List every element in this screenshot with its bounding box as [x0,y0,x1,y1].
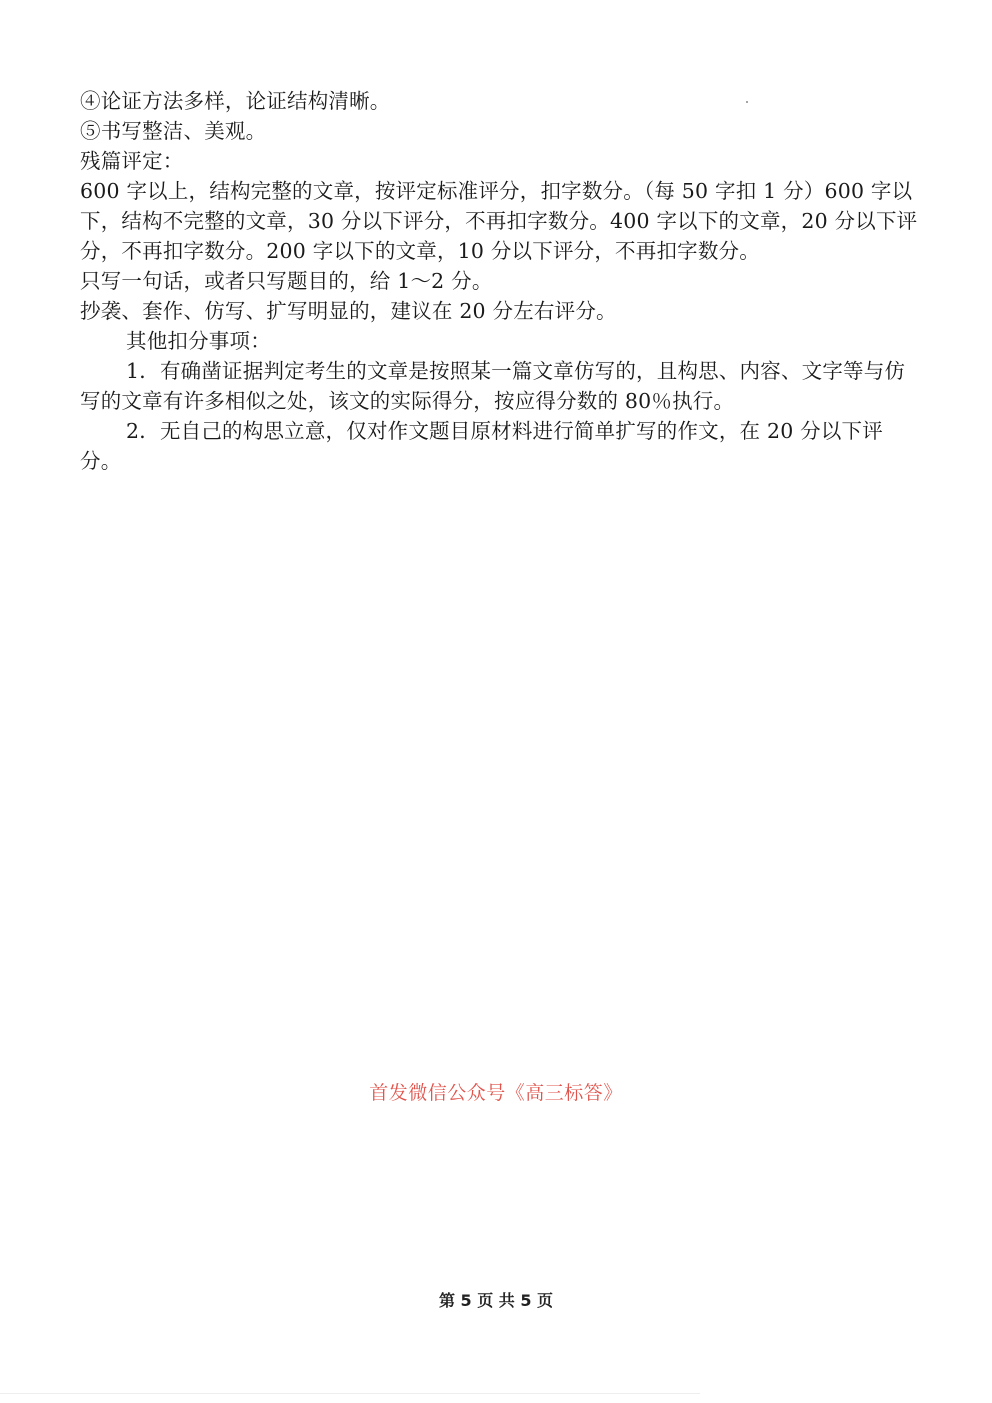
page-number: 第 5 页 共 5 页 [438,1291,554,1310]
deduction-item-2: 2．无自己的构思立意，仅对作文题目原材料进行简单扩写的作文，在 20 分以下评分。 [80,419,883,473]
plagiarism-rule: 抄袭、套作、仿写、扩写明显的，建议在 20 分左右评分。 [80,299,617,323]
criterion-5: ⑤书写整洁、美观。 [80,119,267,143]
watermark-text: 首发微信公众号《高三标答》 [369,1082,623,1104]
deduction-item-1: 1．有确凿证据判定考生的文章是按照某一篇文章仿写的，且构思、内容、文字等与仿写的文章有许多相似之处，该文的实际得分，按应得分数的 80％执行。 [80,359,906,413]
single-sentence-rule: 只写一句话，或者只写题目的，给 1～2 分。 [80,269,493,293]
incomplete-essay-heading: 残篇评定： [80,149,184,173]
word-count-rules: 600 字以上，结构完整的文章，按评定标准评分，扣字数分。（每 50 字扣 1 分）600 字以下，结构不完整的文章，30 分以下评分，不再扣字数分。400 字以下的文章，20 分以下评分，不再扣字数分。200 字以下的文章，10 分以下评分，不再扣字数分。 [80,179,918,263]
document-body [80,86,920,476]
other-deductions-heading: 其他扣分事项： [126,329,271,353]
criterion-4: ④论证方法多样，论证结构清晰。 [80,89,391,113]
bottom-divider [0,1393,700,1394]
